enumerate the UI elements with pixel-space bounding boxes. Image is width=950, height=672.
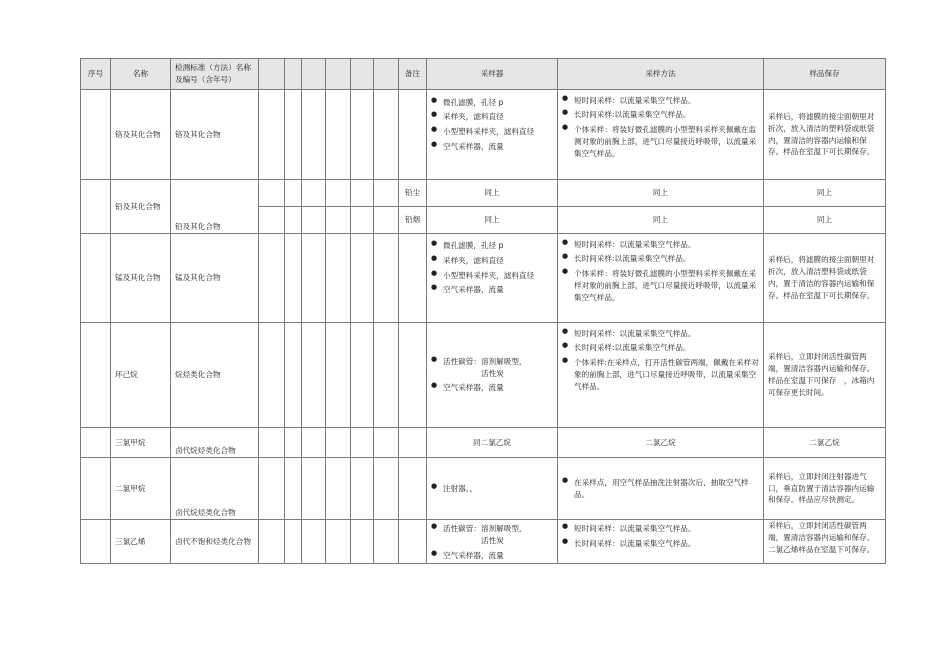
cell-storage: 采样后，将滤膜的接尘面朝里对折次，放入清洁的塑料袋或纸袋内，置清洁的容器内运输和保存。样品在室温下可长期保存。 xyxy=(764,90,886,180)
sampler-item-text: 活性碳管：溶剂解吸型， xyxy=(443,524,527,533)
cell-blank xyxy=(302,428,326,458)
cell-blank xyxy=(351,234,374,323)
method-item: ● 短时间采样：以流量采集空气样品。 xyxy=(562,328,759,340)
cell-blank xyxy=(302,90,326,180)
cell-blank xyxy=(374,234,399,323)
cell-blank xyxy=(374,458,399,520)
cell-blank xyxy=(285,428,302,458)
method-table xyxy=(80,58,886,564)
cell-blank xyxy=(259,207,285,234)
cell-remark xyxy=(399,458,427,520)
cell-remark: 铅尘 xyxy=(399,180,427,207)
method-item: ● 个体采样:在采样点，打开活性碳管两端，佩戴在采样对象的前胸上部，进气口尽量接近呼吸带，以流量采集空气样品。 xyxy=(562,357,759,392)
cell-standard: 卤代烷烃类化合物 xyxy=(171,458,259,520)
cell-blank xyxy=(374,520,399,564)
cell-remark xyxy=(399,323,427,428)
sampler-item-subtext: 活性炭 xyxy=(481,368,504,378)
cell-storage: 二氯乙烷 xyxy=(764,428,886,458)
sampler-item-subtext: 活性炭 xyxy=(481,535,504,545)
cell-sampler xyxy=(427,323,558,428)
cell-method xyxy=(558,90,764,180)
sampler-item: ● 空气采样器，流量 xyxy=(431,550,553,562)
cell-blank xyxy=(259,234,285,323)
sampler-item: ● 小型塑料采样夹，滤料直径 xyxy=(431,270,553,282)
cell-blank xyxy=(326,180,351,207)
header-blank xyxy=(302,59,326,90)
cell-blank xyxy=(302,234,326,323)
cell-blank xyxy=(302,207,326,234)
storage-text: 采样后，立即封闭活性碳管两端，置清洁容器内运输和保存。二氯乙烯样品在室温下可保存。 xyxy=(768,521,875,554)
cell-blank xyxy=(302,323,326,428)
cell-blank xyxy=(351,520,374,564)
cell-blank xyxy=(326,520,351,564)
cell-sampler xyxy=(427,234,558,323)
cell-blank xyxy=(351,90,374,180)
cell-name: 锰及其化合物 xyxy=(111,234,171,323)
cell-method: 同上 xyxy=(558,207,764,234)
cell-blank xyxy=(326,90,351,180)
cell-blank xyxy=(326,458,351,520)
method-item: ● 短时间采样：以流量采集空气样品。 xyxy=(562,239,759,251)
sampler-item: ● 小型塑料采样夹，滤料直径 xyxy=(431,126,553,138)
table-row-chromium xyxy=(81,90,886,180)
cell-remark xyxy=(399,234,427,323)
cell-standard: 卤代不饱和烃类化合物 xyxy=(171,520,259,564)
method-item: ● 长时间采样:以流量采集空气样品。 xyxy=(562,253,759,265)
cell-blank xyxy=(285,90,302,180)
cell-blank xyxy=(259,323,285,428)
header-blank xyxy=(351,59,374,90)
cell-no xyxy=(81,520,111,564)
cell-blank xyxy=(259,458,285,520)
cell-blank xyxy=(259,428,285,458)
cell-method xyxy=(558,458,764,520)
cell-sampler xyxy=(427,520,558,564)
table-row-manganese xyxy=(81,234,886,323)
cell-blank xyxy=(259,520,285,564)
method-item: ● 长时间采样:以流量采集空气样品。 xyxy=(562,109,759,121)
cell-method: 二氯乙烷 xyxy=(558,428,764,458)
table-row-dichloromethane xyxy=(81,458,886,520)
cell-storage xyxy=(764,520,886,564)
cell-storage: 采样后，立即封闭活性碳管两端，置清洁容器内运输和保存。样品在室温下可保存 ，冰箱内可保存更长时间。 xyxy=(764,323,886,428)
cell-blank xyxy=(285,234,302,323)
cell-no xyxy=(81,180,111,234)
cell-blank xyxy=(326,234,351,323)
cell-blank xyxy=(326,207,351,234)
cell-name: 三氯甲烷 xyxy=(111,428,171,458)
cell-blank xyxy=(374,180,399,207)
cell-sampler: 同上 xyxy=(427,180,558,207)
cell-standard: 铅及其化合物 xyxy=(171,180,259,234)
sampler-item: ● 空气采样器，流量 xyxy=(431,284,553,296)
cell-blank xyxy=(285,323,302,428)
sampler-item: ● 微孔滤膜，孔径 p xyxy=(431,240,553,252)
cell-blank xyxy=(326,323,351,428)
method-item: ● 短时间采样：以流量采集空气样品。 xyxy=(562,523,759,535)
cell-blank xyxy=(285,207,302,234)
header-standard: 检测标准（方法）名称及编号（含年号） xyxy=(171,59,259,90)
cell-blank xyxy=(285,520,302,564)
sampler-item: ● 注射器，， xyxy=(431,483,553,495)
cell-sampler: 同二氯乙烷 xyxy=(427,428,558,458)
header-storage: 样品保存 xyxy=(764,59,886,90)
cell-method xyxy=(558,234,764,323)
sampler-item: ● 采样夹，滤料直径 xyxy=(431,111,553,123)
sampler-item xyxy=(431,356,553,380)
cell-no xyxy=(81,428,111,458)
header-blank xyxy=(259,59,285,90)
header-remark: 备注 xyxy=(399,59,427,90)
cell-storage: 同上 xyxy=(764,180,886,207)
cell-storage: 采样后，立即封闭注射器进气口，垂直防置于清洁容器内运输和保存。样品应尽快测定。 xyxy=(764,458,886,520)
header-no: 序号 xyxy=(81,59,111,90)
table-row-chloroform xyxy=(81,428,886,458)
cell-blank xyxy=(259,90,285,180)
table-row-trichloroethylene xyxy=(81,520,886,564)
header-row xyxy=(81,59,886,90)
cell-sampler: 同上 xyxy=(427,207,558,234)
header-blank xyxy=(285,59,302,90)
cell-name: 二氯甲烷 xyxy=(111,458,171,520)
sampler-item: ● 微孔滤膜，孔径 p xyxy=(431,97,553,109)
cell-no xyxy=(81,458,111,520)
cell-name: 铬及其化合物 xyxy=(111,90,171,180)
sampler-item xyxy=(431,523,553,547)
cell-method xyxy=(558,520,764,564)
method-item: ● 短时间采样：以流量采集空气样品。 xyxy=(562,95,759,107)
table-row-cyclohexane xyxy=(81,323,886,428)
cell-no xyxy=(81,234,111,323)
sampler-item: ● 空气采样器，流量 xyxy=(431,141,553,153)
cell-remark: 铅烟 xyxy=(399,207,427,234)
method-item: ● 长时间采样：以流量采集空气样品。 xyxy=(562,538,759,550)
cell-storage: 采样后，将滤膜的接尘面朝里对折次，放入清洁塑料袋或纸袋内，置于清洁的容器内运输和保存。样品在室温下可长期保存。 xyxy=(764,234,886,323)
cell-remark xyxy=(399,520,427,564)
cell-blank xyxy=(326,428,351,458)
sampler-item: ● 采样夹，滤料直径 xyxy=(431,255,553,267)
cell-name: 铅及其化合物 xyxy=(111,180,171,234)
cell-standard: 烷烃类化合物 xyxy=(171,323,259,428)
header-blank xyxy=(374,59,399,90)
table-row-lead-dust xyxy=(81,180,886,207)
cell-blank xyxy=(285,458,302,520)
cell-standard: 卤代烷烃类化合物 xyxy=(171,428,259,458)
cell-sampler xyxy=(427,458,558,520)
method-item: ● 长时间采样:以流量采集空气样品。 xyxy=(562,342,759,354)
cell-remark xyxy=(399,428,427,458)
cell-blank xyxy=(351,207,374,234)
method-item: ● 个体采样：将装好微孔滤膜的小型塑料采样夹佩戴在采样对象的前胸上部，进气口尽量接近呼吸带，以流量采集空气样品。 xyxy=(562,268,759,303)
cell-method: 同上 xyxy=(558,180,764,207)
cell-blank xyxy=(351,180,374,207)
cell-blank xyxy=(302,458,326,520)
method-item: ● 个体采样：将装好微孔滤膜的小型塑料采样夹佩戴在监测对象的前胸上部，进气口尽量接近呼吸带，以流量采集空气样品。 xyxy=(562,124,759,159)
cell-remark xyxy=(399,90,427,180)
cell-storage: 同上 xyxy=(764,207,886,234)
cell-blank xyxy=(302,180,326,207)
cell-sampler xyxy=(427,90,558,180)
cell-blank xyxy=(374,323,399,428)
cell-blank xyxy=(302,520,326,564)
cell-blank xyxy=(351,428,374,458)
method-item: ● 在采样点，用空气样品抽洗注射器次后，抽取空气样品。 xyxy=(562,477,759,501)
cell-no xyxy=(81,323,111,428)
cell-blank xyxy=(285,180,302,207)
cell-name: 环己烷 xyxy=(111,323,171,428)
cell-method xyxy=(558,323,764,428)
header-blank xyxy=(326,59,351,90)
cell-blank xyxy=(351,458,374,520)
sampler-item-text: 活性碳管：溶剂解吸型， xyxy=(443,356,527,366)
cell-standard: 锰及其化合物 xyxy=(171,234,259,323)
cell-no xyxy=(81,90,111,180)
cell-standard: 铬及其化合物 xyxy=(171,90,259,180)
header-method: 采样方法 xyxy=(558,59,764,90)
sampler-item: ● 空气采样器，流量 xyxy=(431,382,553,394)
header-sampler: 采样器 xyxy=(427,59,558,90)
cell-blank xyxy=(374,207,399,234)
cell-blank xyxy=(374,90,399,180)
cell-blank xyxy=(374,428,399,458)
header-name: 名称 xyxy=(111,59,171,90)
cell-blank xyxy=(351,323,374,428)
cell-blank xyxy=(259,180,285,207)
cell-name: 三氯乙烯 xyxy=(111,520,171,564)
